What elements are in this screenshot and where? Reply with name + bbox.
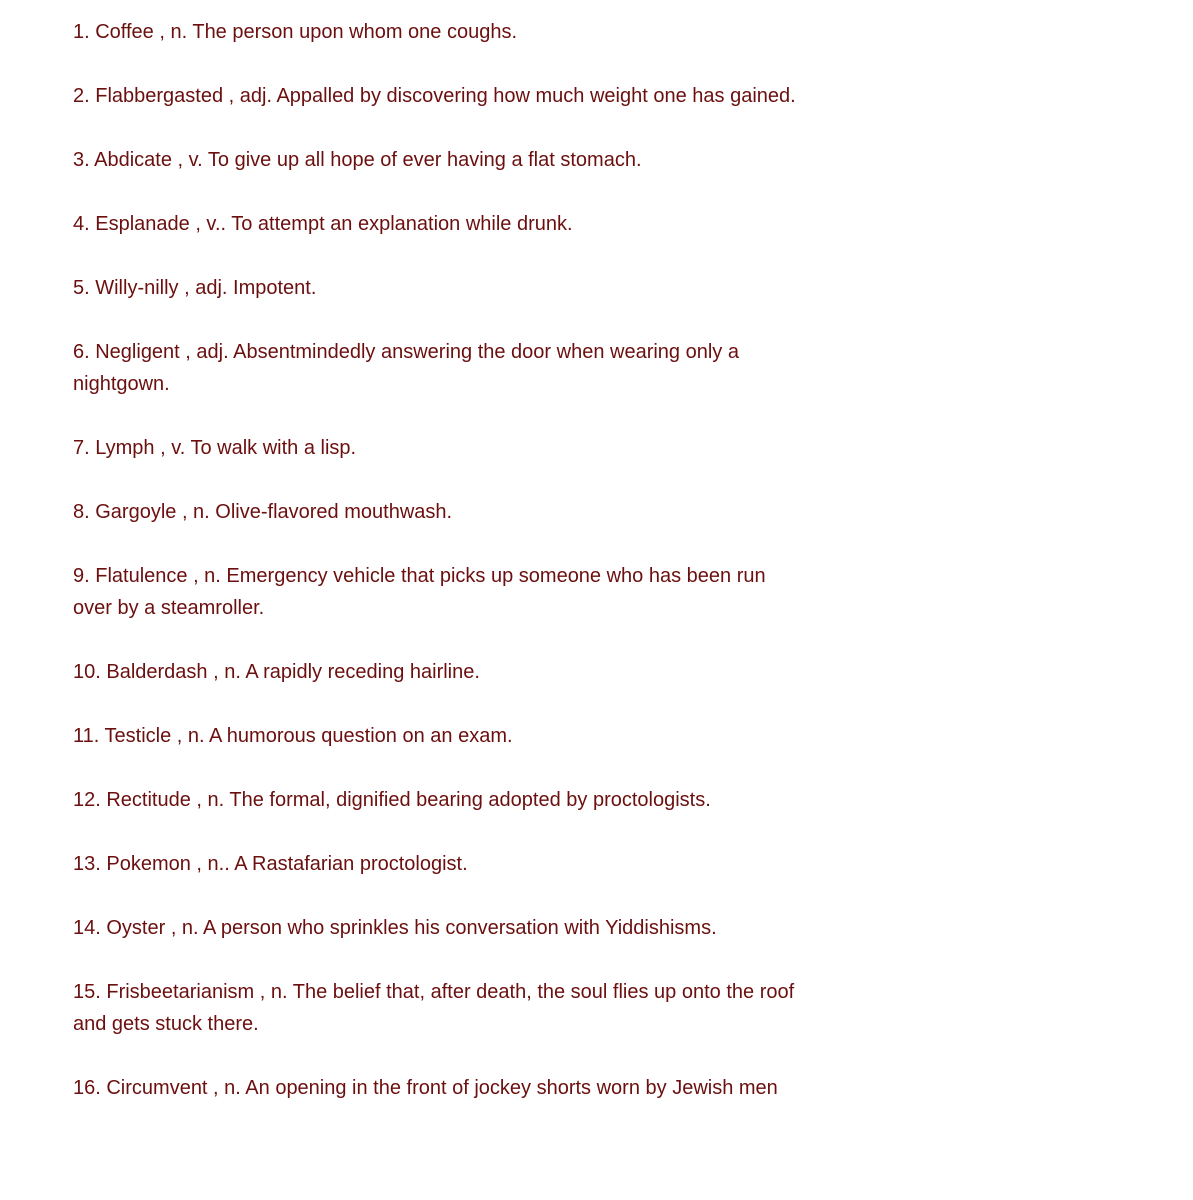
definition-entry: 13. Pokemon , n.. A Rastafarian proctologist. [73, 853, 468, 875]
definition-entry: 10. Balderdash , n. A rapidly receding hairline. [73, 661, 480, 683]
definition-entry: 4. Esplanade , v.. To attempt an explanation while drunk. [73, 213, 573, 235]
definition-entry: 11. Testicle , n. A humorous question on an exam. [73, 725, 513, 747]
definition-entry: 8. Gargoyle , n. Olive-flavored mouthwash. [73, 501, 453, 523]
definition-entry: 16. Circumvent , n. An opening in the front of jockey shorts worn by Jewish men [73, 1077, 778, 1099]
definition-entry: 5. Willy-nilly , adj. Impotent. [73, 277, 317, 299]
definition-entry: 6. Negligent , adj. Absentmindedly answering the door when wearing only a nightgown. [73, 341, 739, 395]
definition-entry: 9. Flatulence , n. Emergency vehicle that picks up someone who has been run over by a steamroller. [73, 565, 766, 619]
definition-entry: 1. Coffee , n. The person upon whom one coughs. [73, 21, 518, 43]
definition-entry: 15. Frisbeetarianism , n. The belief that, after death, the soul flies up onto the roof and gets stuck there. [73, 981, 795, 1035]
definition-entry: 12. Rectitude , n. The formal, dignified bearing adopted by proctologists. [73, 789, 711, 811]
definition-entry: 2. Flabbergasted , adj. Appalled by discovering how much weight one has gained. [73, 85, 796, 107]
definition-list [73, 16, 808, 1104]
definition-entry: 14. Oyster , n. A person who sprinkles his conversation with Yiddishisms. [73, 917, 717, 939]
definition-entry: 3. Abdicate , v. To give up all hope of ever having a flat stomach. [73, 149, 642, 171]
definition-entry: 7. Lymph , v. To walk with a lisp. [73, 437, 357, 459]
